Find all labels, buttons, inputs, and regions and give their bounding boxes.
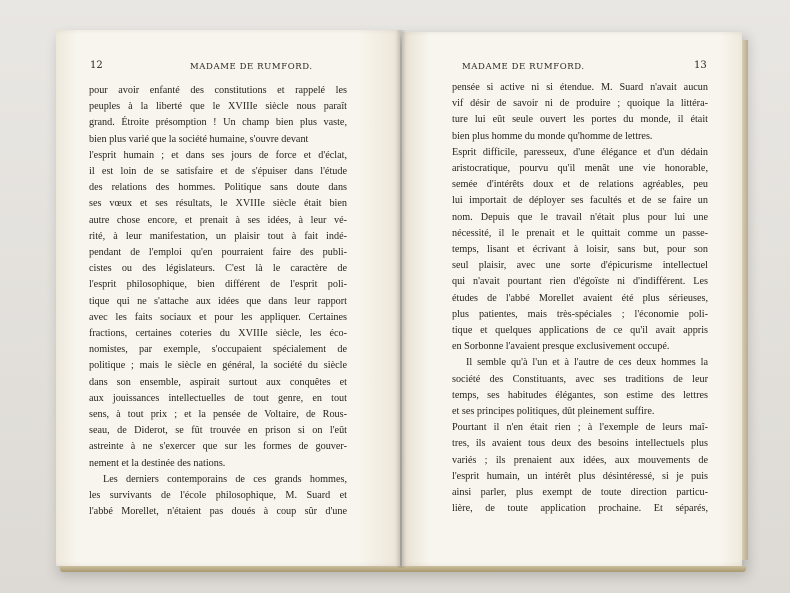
book-gutter	[396, 30, 406, 568]
text-line: tique qui ne s'attache aux idées que dans leur rapport	[89, 295, 347, 307]
text-line: société des Constituants, avec ses traditions de leur	[452, 373, 708, 385]
text-line: dans son ensemble, aspirait surtout aux conquêtes et	[89, 376, 347, 388]
text-line: cistes ou des législateurs. C'est là le caractère de	[89, 263, 347, 275]
text-line: bien plus homme du monde qu'homme de lettres.	[452, 130, 653, 142]
text-line: nomistes, par exemple, s'occupaient spécialement de	[89, 344, 347, 356]
text-line: politique ; mais le siècle en général, la société du siècle	[89, 360, 347, 372]
text-line: aristocratique, pourvu qu'il menât une vie honorable,	[452, 163, 708, 175]
text-line: ses vœux et ses résultats, le XVIIIe siècle était bien	[89, 198, 347, 210]
right-page-text	[452, 80, 708, 517]
text-line: Les derniers contemporains de ces grands hommes,	[103, 473, 347, 485]
text-line: astreinte à ne s'exercer que sur les formes de gouver-	[89, 441, 347, 453]
right-page-number: 13	[694, 60, 707, 71]
text-line: vif désir de savoir ni de produire ; quoique la littéra-	[452, 98, 708, 110]
left-page-text	[89, 83, 347, 520]
text-line: et ses principes politiques, dût pleinement suffire.	[452, 406, 655, 418]
text-line: nécessité, il le prenait et le quittait comme un passe-	[452, 227, 708, 239]
text-line: nement et la destinée des nations.	[89, 457, 226, 469]
text-line: ture lui eût seule ouvert les portes du monde, il était	[452, 114, 708, 126]
left-running-head: MADAME DE RUMFORD.	[190, 62, 313, 72]
text-line: pour avoir enfanté des constitutions et rappelé les	[89, 85, 347, 96]
text-line: variés ; ils prenaient aux idées, aux mouvements de	[452, 454, 708, 466]
text-line: Pourtant il n'en était rien ; à l'exemple de leurs maî-	[452, 422, 708, 434]
text-line: pendant de l'emploi qu'en pourraient faire des publi-	[89, 247, 347, 259]
right-running-head: MADAME DE RUMFORD.	[462, 62, 585, 72]
text-line: lui importait de déployer ses facultés et de se faire un	[452, 195, 708, 207]
text-line: peuples à la liberté que le XVIIIe siècle nous paraît	[89, 101, 347, 113]
text-line: l'esprit philosophique, bien différent de l'esprit poli-	[89, 279, 347, 291]
book-right-edge	[742, 40, 748, 560]
text-line: lière, de toute application prochaine. Et séparés,	[452, 503, 708, 515]
text-line: temps, ses habitudes élégantes, son estime des lettres	[452, 389, 708, 401]
text-line: l'abbé Morellet, n'étaient pas doués à coup sûr d'une	[89, 506, 347, 518]
text-line: bien plus varié que la société humaine, s'ouvre devant	[89, 133, 309, 145]
text-line: l'esprit humain ; et dans ses jours de force et d'éclat,	[89, 149, 347, 161]
text-line: ainsi parler, plus exempt de toute direction particu-	[452, 487, 708, 499]
text-line: autre chose encore, et prenait à ses idées, à leur vé-	[89, 214, 347, 226]
text-line: les survivants de l'école philosophique, M. Suard et	[89, 490, 347, 502]
text-line: rité, à leur manifestation, un plaisir tout à fait indé-	[89, 230, 347, 242]
text-line: études de l'abbé Morellet avaient été plus sérieuses,	[452, 292, 708, 304]
text-line: qui n'avait pourtant rien d'égoïste ni d'indifférent. Les	[452, 276, 708, 288]
text-line: Esprit difficile, paresseux, d'une élégance et d'un dédain	[452, 146, 708, 158]
text-line: il est loin de se satisfaire et de s'épuiser dans l'étude	[89, 166, 347, 178]
text-line: en Sorbonne l'avaient presque exclusivement occupé.	[452, 341, 670, 353]
text-line: avec les faits sociaux et pour les appliquer. Certaines	[89, 311, 347, 323]
text-line: Il semble qu'à l'un et à l'autre de ces deux hommes la	[466, 357, 708, 369]
text-line: seul plaisir, avec une sorte d'épicurisme intellectuel	[452, 260, 708, 272]
text-line: des relations des hommes. Politique sans doute dans	[89, 182, 347, 194]
text-line: pensée si active ni si étendue. M. Suard n'avait aucun	[452, 82, 708, 93]
text-line: nom. Depuis que le travail n'était plus pour lui une	[452, 211, 708, 223]
text-line: tres, ils avaient tous deux des besoins intellectuels plus	[452, 438, 708, 450]
text-line: tique et quelques applications de ce qu'il avait appris	[452, 325, 708, 337]
text-line: temps, lisant et écrivant à loisir, sans but, pour son	[452, 244, 708, 256]
text-line: fractions, certaines coteries du XVIIIe siècle, les éco-	[89, 328, 347, 340]
text-line: seau, de Diderot, se fût trouvée en prison si on l'eût	[89, 425, 347, 437]
text-line: semée d'intérêts doux et de relations agréables, peu	[452, 179, 708, 191]
left-page-number: 12	[90, 60, 103, 71]
text-line: l'esprit humain, un intérêt plus désintéressé, si je puis	[452, 470, 708, 482]
text-line: aux jouissances intellectuelles de tout genre, en tout	[89, 392, 347, 404]
text-line: grand. Étroite présomption ! Un champ bien plus vaste,	[89, 117, 347, 129]
text-line: sens, à tout prix ; et la pensée de Voltaire, de Rous-	[89, 409, 347, 421]
text-line: plus patientes, mais très-spéciales ; l'économie poli-	[452, 308, 708, 320]
